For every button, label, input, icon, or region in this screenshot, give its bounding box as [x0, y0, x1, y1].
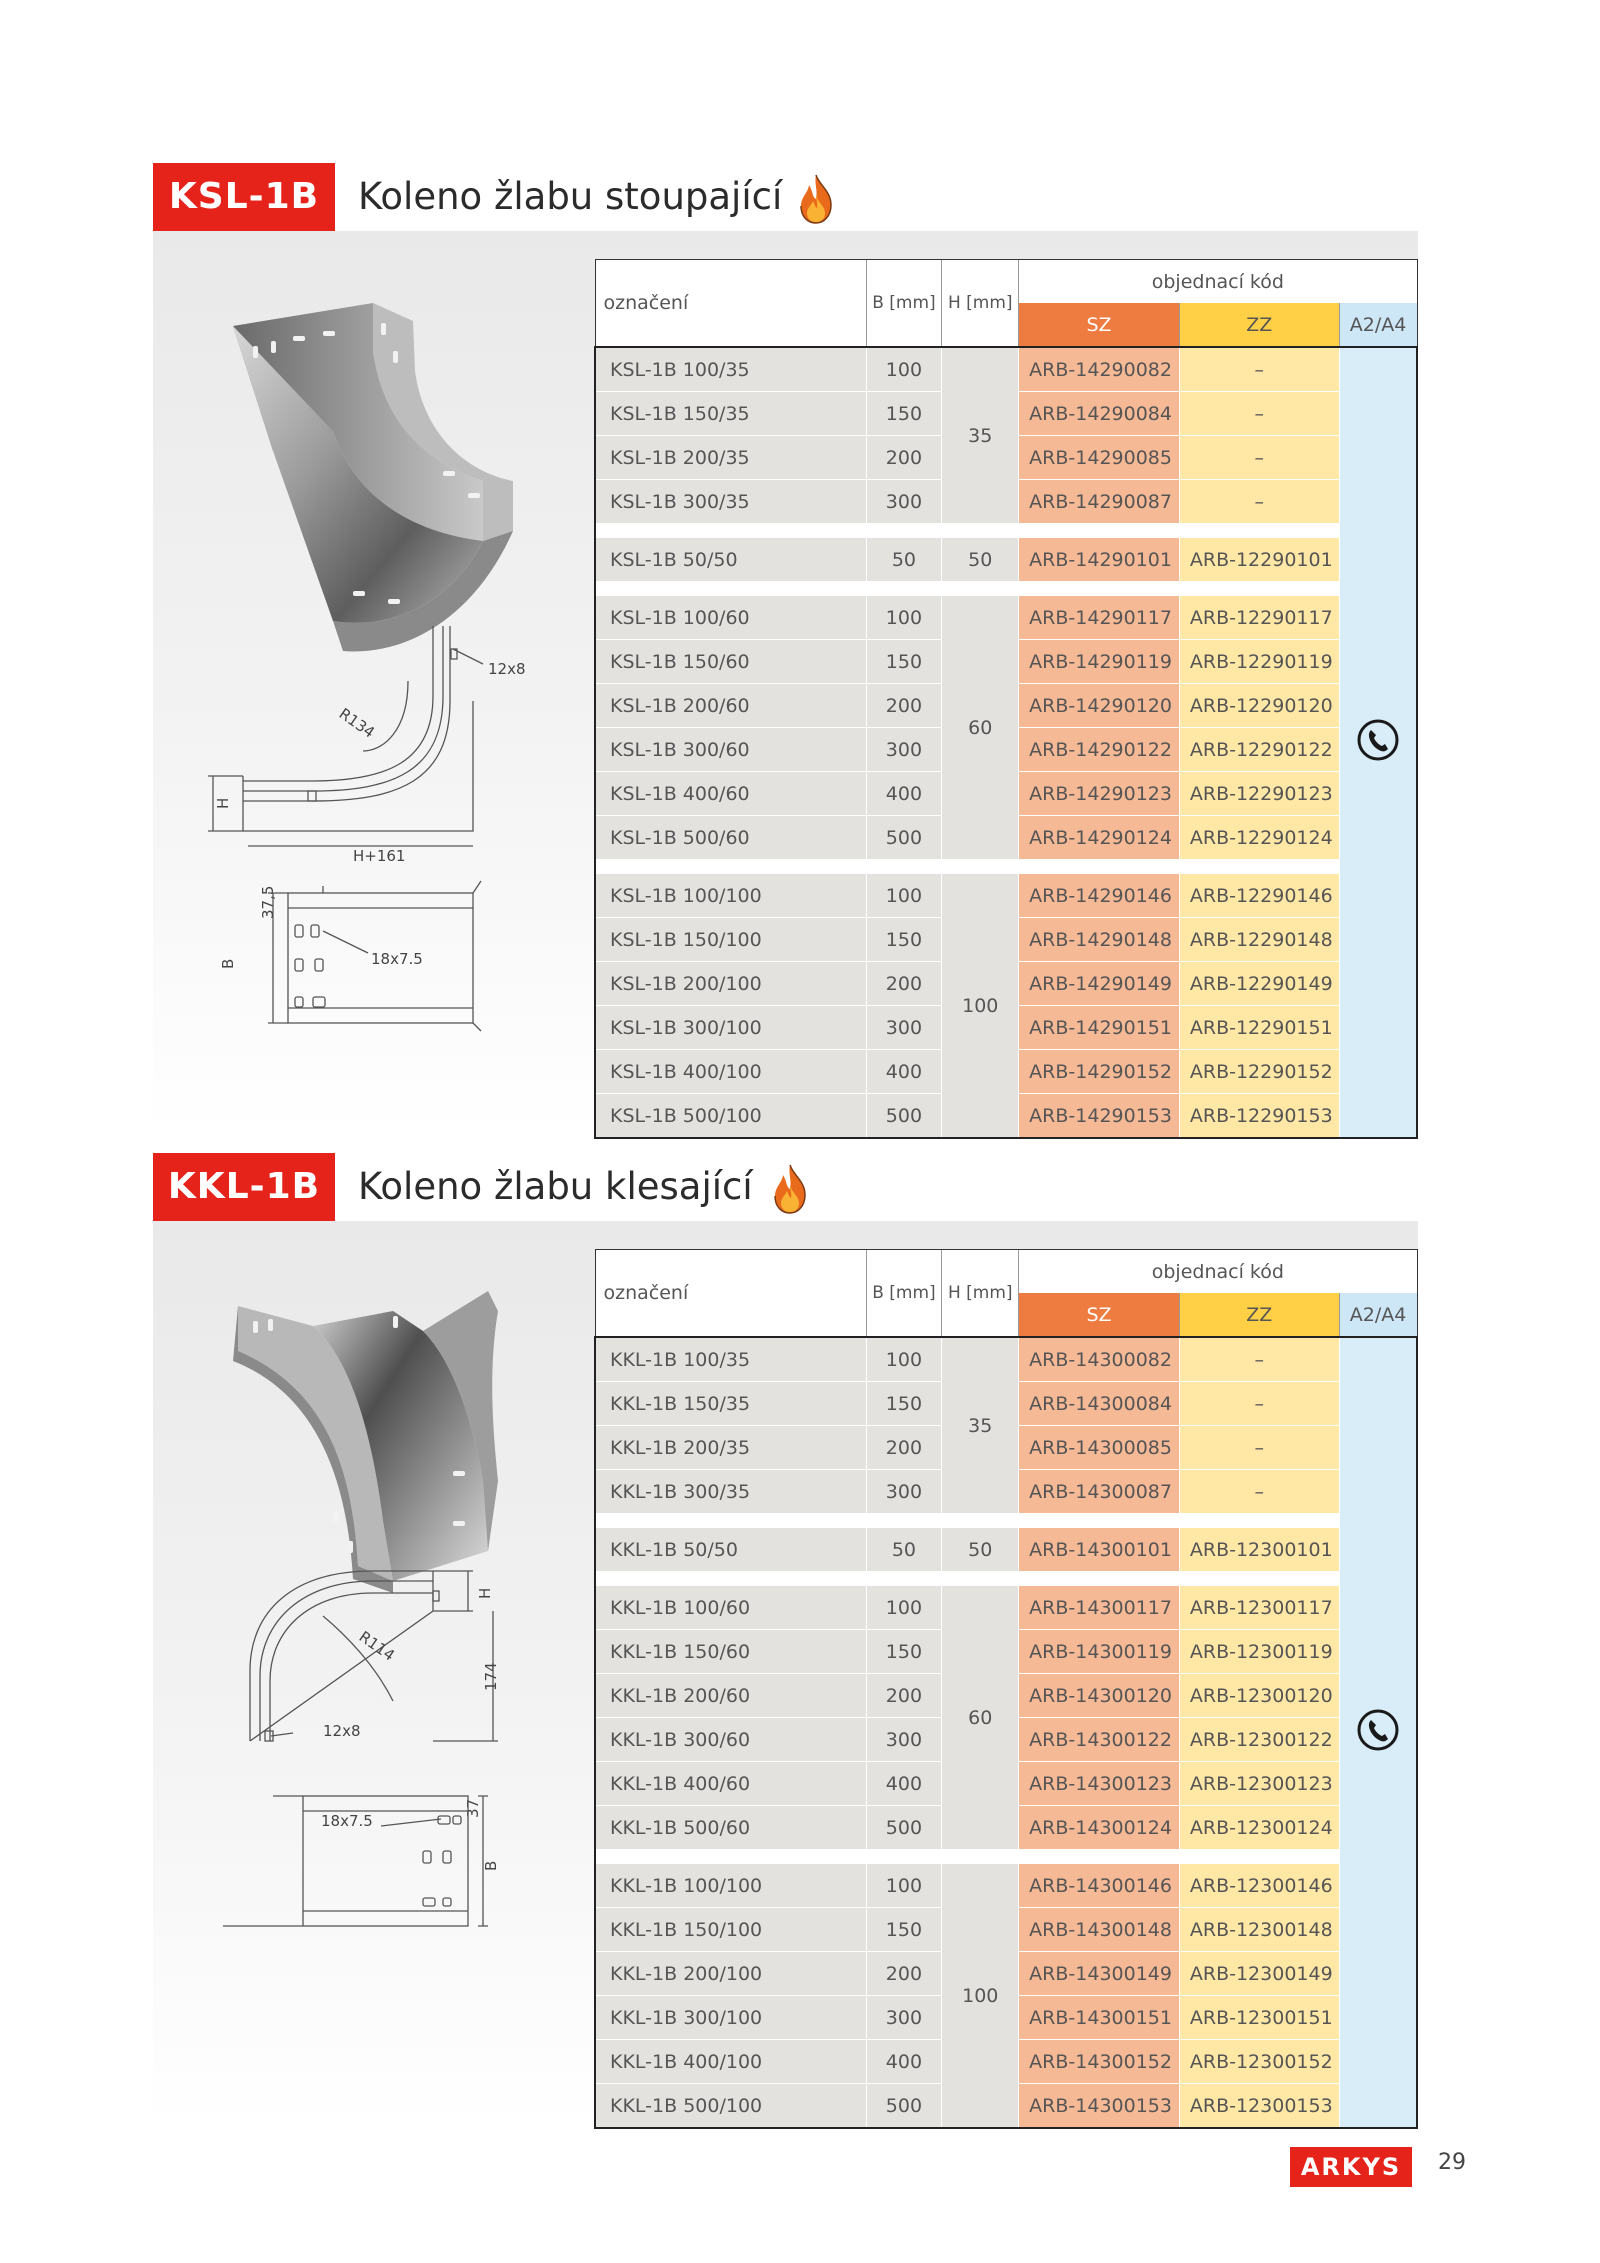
- row-name: KKL-1B 400/60: [595, 1762, 866, 1806]
- table-gap: [595, 1850, 1417, 1865]
- row-name: KKL-1B 200/100: [595, 1952, 866, 1996]
- row-b: 150: [866, 640, 942, 684]
- row-name: KKL-1B 150/35: [595, 1382, 866, 1426]
- row-zz: ARB-12300148: [1179, 1908, 1339, 1952]
- b-label: B: [219, 958, 237, 969]
- row-b: 200: [866, 962, 942, 1006]
- row-zz: ARB-12300152: [1179, 2040, 1339, 2084]
- row-name: KKL-1B 150/60: [595, 1630, 866, 1674]
- group-h: 50: [942, 1528, 1019, 1572]
- row-sz: ARB-14290085: [1019, 436, 1180, 480]
- row-name: KKL-1B 400/100: [595, 2040, 866, 2084]
- row-zz: ARB-12300124: [1179, 1806, 1339, 1850]
- row-sz: ARB-14290124: [1019, 816, 1180, 860]
- row-zz: –: [1179, 1426, 1339, 1470]
- row-b: 150: [866, 918, 942, 962]
- product-panel: [153, 231, 1418, 1136]
- row-b: 100: [866, 1864, 942, 1908]
- fire-icon: [797, 173, 835, 225]
- table-row: [595, 347, 1417, 392]
- row-sz: ARB-14300101: [1019, 1528, 1180, 1572]
- row-zz: ARB-12300123: [1179, 1762, 1339, 1806]
- section-header: [153, 1153, 1418, 1221]
- fire-icon: [771, 1163, 809, 1215]
- row-b: 300: [866, 728, 942, 772]
- row-b: 100: [866, 1586, 942, 1630]
- row-name: KSL-1B 500/100: [595, 1094, 866, 1139]
- row-name: KKL-1B 300/60: [595, 1718, 866, 1762]
- row-zz: ARB-12290146: [1179, 874, 1339, 918]
- row-sz: ARB-14290151: [1019, 1006, 1180, 1050]
- brand-logo: ARKYS: [1290, 2147, 1412, 2187]
- row-zz: ARB-12290148: [1179, 918, 1339, 962]
- table-gap: [595, 860, 1417, 875]
- row-name: KSL-1B 300/100: [595, 1006, 866, 1050]
- page-number: 29: [1438, 2150, 1466, 2175]
- row-zz: ARB-12290152: [1179, 1050, 1339, 1094]
- row-sz: ARB-14290101: [1019, 538, 1180, 582]
- row-name: KSL-1B 200/60: [595, 684, 866, 728]
- row-sz: ARB-14300082: [1019, 1337, 1180, 1382]
- table-row: [595, 538, 1417, 582]
- row-sz: ARB-14300151: [1019, 1996, 1180, 2040]
- group-h: 100: [942, 874, 1019, 1138]
- row-name: KSL-1B 150/35: [595, 392, 866, 436]
- row-zz: –: [1179, 392, 1339, 436]
- row-zz: –: [1179, 1337, 1339, 1382]
- row-zz: ARB-12300120: [1179, 1674, 1339, 1718]
- row-b: 300: [866, 1718, 942, 1762]
- row-b: 300: [866, 1470, 942, 1514]
- row-zz: ARB-12290124: [1179, 816, 1339, 860]
- row-name: KSL-1B 50/50: [595, 538, 866, 582]
- product-photo-and-drawings: [153, 231, 593, 1136]
- row-name: KKL-1B 100/60: [595, 1586, 866, 1630]
- row-sz: ARB-14290153: [1019, 1094, 1180, 1139]
- row-b: 300: [866, 1006, 942, 1050]
- row-name: KSL-1B 200/100: [595, 962, 866, 1006]
- col-header-b: B [mm]: [866, 260, 942, 348]
- row-b: 300: [866, 480, 942, 524]
- row-sz: ARB-14300085: [1019, 1426, 1180, 1470]
- radius-label: R114: [355, 1627, 399, 1665]
- col-header-zz: ZZ: [1179, 1293, 1339, 1337]
- phone-icon: [1356, 718, 1400, 762]
- row-sz: ARB-14300084: [1019, 1382, 1180, 1426]
- row-b: 150: [866, 1908, 942, 1952]
- col-header-name: označení: [595, 1250, 866, 1338]
- group-h: 60: [942, 1586, 1019, 1850]
- row-zz: ARB-12300146: [1179, 1864, 1339, 1908]
- row-sz: ARB-14300120: [1019, 1674, 1180, 1718]
- row-name: KSL-1B 400/100: [595, 1050, 866, 1094]
- row-b: 200: [866, 436, 942, 480]
- row-zz: ARB-12290123: [1179, 772, 1339, 816]
- row-sz: ARB-14300087: [1019, 1470, 1180, 1514]
- row-b: 400: [866, 1762, 942, 1806]
- row-sz: ARB-14290082: [1019, 347, 1180, 392]
- table-row: [595, 1864, 1417, 1908]
- row-b: 500: [866, 1806, 942, 1850]
- row-name: KSL-1B 100/100: [595, 874, 866, 918]
- table-row: [595, 874, 1417, 918]
- col-header-b: B [mm]: [866, 1250, 942, 1338]
- table-gap: [595, 1514, 1417, 1529]
- product-table: [594, 259, 1418, 1139]
- group-h: 35: [942, 347, 1019, 524]
- b-label: B: [482, 1860, 500, 1871]
- row-sz: ARB-14300148: [1019, 1908, 1180, 1952]
- col-header-a2: A2/A4: [1339, 303, 1417, 347]
- row-b: 300: [866, 1996, 942, 2040]
- height-label: H: [214, 797, 232, 809]
- row-sz: ARB-14300123: [1019, 1762, 1180, 1806]
- product-photo: [233, 1291, 498, 1593]
- radius-label: R134: [335, 704, 379, 742]
- row-b: 500: [866, 1094, 942, 1139]
- row-b: 200: [866, 1674, 942, 1718]
- row-name: KKL-1B 100/100: [595, 1864, 866, 1908]
- table-gap: [595, 582, 1417, 597]
- col-header-name: označení: [595, 260, 866, 348]
- product-title: Koleno žlabu stoupající: [358, 175, 783, 218]
- col-header-order: objednací kód: [1019, 1250, 1417, 1294]
- product-code-badge: KSL-1B: [153, 163, 335, 231]
- row-zz: ARB-12290120: [1179, 684, 1339, 728]
- product-images: [153, 231, 593, 1136]
- table-row: [595, 1586, 1417, 1630]
- height-label: H: [476, 1587, 494, 1599]
- hole-side-label: 12x8: [488, 660, 526, 678]
- col-header-zz: ZZ: [1179, 303, 1339, 347]
- product-table: [594, 1249, 1418, 2129]
- hole-bottom-label: 18x7.5: [321, 1812, 373, 1830]
- row-sz: ARB-14300153: [1019, 2084, 1180, 2129]
- table-gap: [595, 1572, 1417, 1587]
- row-zz: ARB-12290122: [1179, 728, 1339, 772]
- row-sz: ARB-14290119: [1019, 640, 1180, 684]
- width-label: 174: [482, 1662, 500, 1691]
- col-header-sz: SZ: [1019, 303, 1180, 347]
- row-sz: ARB-14300122: [1019, 1718, 1180, 1762]
- table-row: [595, 1528, 1417, 1572]
- section-header: [153, 163, 1418, 231]
- row-zz: –: [1179, 347, 1339, 392]
- row-name: KSL-1B 400/60: [595, 772, 866, 816]
- top-offset-label: 37: [464, 1798, 482, 1818]
- row-sz: ARB-14300117: [1019, 1586, 1180, 1630]
- row-b: 200: [866, 1952, 942, 1996]
- col-header-a2: A2/A4: [1339, 1293, 1417, 1337]
- row-b: 150: [866, 1630, 942, 1674]
- row-name: KKL-1B 300/35: [595, 1470, 866, 1514]
- row-zz: –: [1179, 480, 1339, 524]
- row-name: KSL-1B 100/35: [595, 347, 866, 392]
- row-zz: –: [1179, 1382, 1339, 1426]
- row-name: KSL-1B 500/60: [595, 816, 866, 860]
- row-name: KSL-1B 150/60: [595, 640, 866, 684]
- hole-side-label: 12x8: [323, 1722, 361, 1740]
- row-zz: ARB-12300153: [1179, 2084, 1339, 2129]
- row-b: 150: [866, 392, 942, 436]
- row-b: 200: [866, 1426, 942, 1470]
- group-h: 35: [942, 1337, 1019, 1514]
- row-name: KSL-1B 200/35: [595, 436, 866, 480]
- row-name: KKL-1B 200/35: [595, 1426, 866, 1470]
- table-gap: [595, 524, 1417, 539]
- row-b: 100: [866, 596, 942, 640]
- group-h: 60: [942, 596, 1019, 860]
- row-b: 400: [866, 1050, 942, 1094]
- product-images: [153, 1221, 593, 2126]
- group-h: 100: [942, 1864, 1019, 2128]
- row-sz: ARB-14300146: [1019, 1864, 1180, 1908]
- side-drawing: [208, 626, 483, 846]
- side-drawing: [250, 1571, 498, 1741]
- row-sz: ARB-14290123: [1019, 772, 1180, 816]
- col-header-h: H [mm]: [942, 1250, 1019, 1338]
- row-zz: ARB-12290101: [1179, 538, 1339, 582]
- row-sz: ARB-14290087: [1019, 480, 1180, 524]
- col-header-sz: SZ: [1019, 1293, 1180, 1337]
- row-name: KKL-1B 50/50: [595, 1528, 866, 1572]
- row-sz: ARB-14290084: [1019, 392, 1180, 436]
- row-sz: ARB-14290152: [1019, 1050, 1180, 1094]
- row-zz: ARB-12290153: [1179, 1094, 1339, 1139]
- row-zz: ARB-12300101: [1179, 1528, 1339, 1572]
- row-b: 50: [866, 1528, 942, 1572]
- col-header-order: objednací kód: [1019, 260, 1417, 304]
- hole-bottom-label: 18x7.5: [371, 950, 423, 968]
- row-b: 200: [866, 684, 942, 728]
- a2-column: [1339, 1337, 1417, 2128]
- row-b: 100: [866, 347, 942, 392]
- group-h: 50: [942, 538, 1019, 582]
- row-sz: ARB-14290146: [1019, 874, 1180, 918]
- row-sz: ARB-14300152: [1019, 2040, 1180, 2084]
- row-zz: ARB-12290149: [1179, 962, 1339, 1006]
- row-b: 150: [866, 1382, 942, 1426]
- row-b: 500: [866, 2084, 942, 2129]
- row-sz: ARB-14290148: [1019, 918, 1180, 962]
- a2-column: [1339, 347, 1417, 1138]
- product-code-badge: KKL-1B: [153, 1153, 335, 1221]
- phone-icon: [1356, 1708, 1400, 1752]
- row-name: KKL-1B 200/60: [595, 1674, 866, 1718]
- row-sz: ARB-14300119: [1019, 1630, 1180, 1674]
- row-zz: ARB-12290151: [1179, 1006, 1339, 1050]
- row-b: 400: [866, 772, 942, 816]
- product-panel: [153, 1221, 1418, 2126]
- table-row: [595, 596, 1417, 640]
- row-zz: ARB-12300151: [1179, 1996, 1339, 2040]
- row-b: 400: [866, 2040, 942, 2084]
- row-zz: ARB-12300149: [1179, 1952, 1339, 1996]
- row-sz: ARB-14290120: [1019, 684, 1180, 728]
- product-photo: [233, 303, 513, 651]
- row-zz: ARB-12300122: [1179, 1718, 1339, 1762]
- table-row: [595, 1337, 1417, 1382]
- row-zz: ARB-12300117: [1179, 1586, 1339, 1630]
- row-zz: –: [1179, 436, 1339, 480]
- width-label: H+161: [353, 847, 406, 865]
- product-title: Koleno žlabu klesající: [358, 1165, 753, 1208]
- row-name: KSL-1B 150/100: [595, 918, 866, 962]
- row-zz: ARB-12290119: [1179, 640, 1339, 684]
- row-name: KKL-1B 100/35: [595, 1337, 866, 1382]
- row-sz: ARB-14300124: [1019, 1806, 1180, 1850]
- row-name: KSL-1B 300/35: [595, 480, 866, 524]
- row-sz: ARB-14300149: [1019, 1952, 1180, 1996]
- row-name: KKL-1B 500/60: [595, 1806, 866, 1850]
- row-name: KSL-1B 100/60: [595, 596, 866, 640]
- row-sz: ARB-14290122: [1019, 728, 1180, 772]
- col-header-h: H [mm]: [942, 260, 1019, 348]
- row-b: 500: [866, 816, 942, 860]
- row-name: KKL-1B 300/100: [595, 1996, 866, 2040]
- row-b: 100: [866, 874, 942, 918]
- row-b: 50: [866, 538, 942, 582]
- top-offset-label: 37,5: [259, 885, 277, 919]
- row-name: KKL-1B 150/100: [595, 1908, 866, 1952]
- row-name: KKL-1B 500/100: [595, 2084, 866, 2129]
- row-zz: –: [1179, 1470, 1339, 1514]
- row-name: KSL-1B 300/60: [595, 728, 866, 772]
- row-b: 100: [866, 1337, 942, 1382]
- row-sz: ARB-14290117: [1019, 596, 1180, 640]
- product-photo-and-drawings: [153, 1221, 593, 2126]
- row-zz: ARB-12300119: [1179, 1630, 1339, 1674]
- row-zz: ARB-12290117: [1179, 596, 1339, 640]
- row-sz: ARB-14290149: [1019, 962, 1180, 1006]
